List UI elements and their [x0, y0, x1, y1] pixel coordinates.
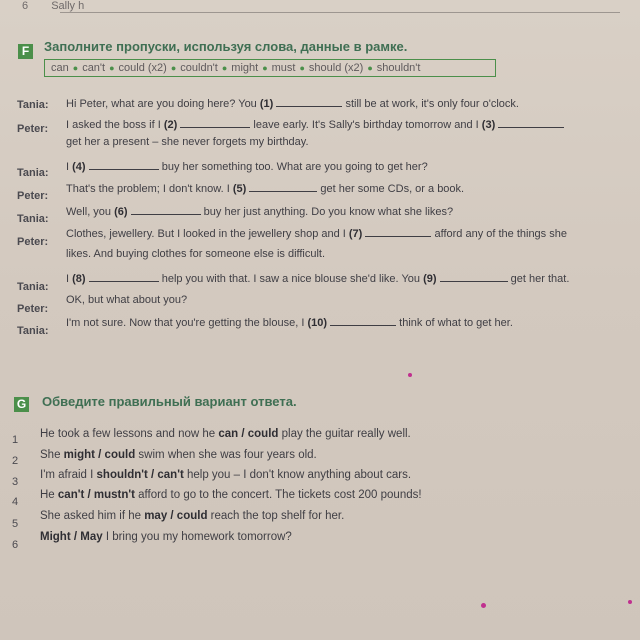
- dialogue-line: I asked the boss if I (2) leave early. It's Sally's birthday tomorrow and I (3): [66, 117, 564, 131]
- bullet-icon: ●: [170, 63, 177, 73]
- dialogue-line: That's the problem; I don't know. I (5) get her some CDs, or a book.: [66, 183, 465, 195]
- word-2: can't: [82, 62, 106, 74]
- word-4: couldn't: [180, 62, 218, 74]
- bullet-icon: ●: [109, 63, 115, 73]
- answer-blank[interactable]: [276, 96, 342, 107]
- speaker: Tania:: [17, 99, 49, 111]
- answer-blank[interactable]: [89, 159, 159, 170]
- answer-blank[interactable]: [89, 271, 159, 282]
- bullet-icon: ●: [367, 63, 373, 73]
- word-box: [44, 59, 496, 77]
- dialogue-line: OK, but what about you?: [66, 294, 188, 306]
- speaker: Tania:: [17, 281, 49, 293]
- answer-blank[interactable]: [498, 117, 564, 128]
- section-g-title: Обведите правильный вариант ответа.: [42, 394, 297, 409]
- ink-speck: [628, 600, 632, 604]
- speaker: Tania:: [17, 167, 49, 179]
- divider: [60, 12, 620, 13]
- word-6: must: [271, 62, 296, 74]
- speaker: Tania:: [17, 325, 49, 337]
- section-f-title: Заполните пропуски, используя слова, данные в рамке.: [44, 39, 408, 54]
- choice-option[interactable]: Might / May: [40, 531, 103, 543]
- answer-blank[interactable]: [249, 181, 317, 192]
- dialogue-line: I (4) buy her something too. What are you going to get her?: [66, 161, 428, 173]
- dialogue-line: Hi Peter, what are you doing here? You (1) still be at work, it's only four o'clock.: [66, 98, 519, 110]
- section-f-badge: F: [18, 44, 33, 59]
- page-number: 6: [22, 0, 29, 12]
- exercise-item: He can't / mustn't afford to go to the concert. The tickets cost 200 pounds!: [40, 489, 422, 501]
- exercise-item: He took a few lessons and now he can / could play the guitar really well.: [40, 428, 411, 440]
- choice-option[interactable]: can / could: [218, 428, 279, 440]
- exercise-item: She might / could swim when she was four years old.: [40, 449, 317, 461]
- word-5: might: [231, 62, 259, 74]
- dialogue-line: likes. And buying clothes for someone else is difficult.: [66, 248, 326, 260]
- bullet-icon: ●: [72, 63, 79, 73]
- item-number: 2: [12, 455, 19, 467]
- cut-off-text: Sally h: [51, 0, 85, 12]
- bullet-icon: ●: [262, 63, 268, 73]
- dialogue-line: get her a present – she never forgets my birthday.: [66, 136, 309, 148]
- answer-blank[interactable]: [131, 204, 201, 215]
- speaker: Tania:: [17, 213, 49, 225]
- dialogue-line: Well, you (6) buy her just anything. Do you know what she likes?: [66, 206, 454, 218]
- item-number: 6: [12, 539, 19, 551]
- item-number: 1: [12, 434, 19, 446]
- answer-blank[interactable]: [330, 315, 396, 326]
- page-header: [22, 0, 84, 12]
- ink-speck: [408, 373, 412, 377]
- answer-blank[interactable]: [365, 226, 431, 237]
- word-7: should (x2): [308, 62, 364, 74]
- ink-speck: [481, 603, 486, 608]
- choice-option[interactable]: might / could: [63, 449, 136, 461]
- exercise-item: Might / May I bring you my homework tomorrow?: [40, 531, 292, 543]
- word-1: can: [51, 62, 69, 74]
- choice-option[interactable]: may / could: [144, 510, 208, 522]
- exercise-item: I'm afraid I shouldn't / can't help you – I don't know anything about cars.: [40, 469, 412, 481]
- answer-blank[interactable]: [180, 117, 250, 128]
- bullet-icon: ●: [299, 63, 305, 73]
- choice-option[interactable]: shouldn't / can't: [96, 469, 184, 481]
- word-3: could (x2): [118, 62, 167, 74]
- speaker: Peter:: [17, 190, 49, 202]
- dialogue-line: I'm not sure. Now that you're getting the blouse, I (10) think of what to get her.: [66, 317, 513, 329]
- answer-blank[interactable]: [440, 271, 508, 282]
- bullet-icon: ●: [221, 63, 228, 73]
- choice-option[interactable]: can't / mustn't: [57, 489, 135, 501]
- speaker: Peter:: [17, 123, 49, 135]
- item-number: 5: [12, 518, 19, 530]
- word-8: shouldn't: [376, 62, 421, 74]
- item-number: 3: [12, 476, 19, 488]
- dialogue-line: Clothes, jewellery. But I looked in the jewellery shop and I (7) afford any of the things she: [66, 228, 567, 240]
- speaker: Peter:: [17, 303, 49, 315]
- section-g-badge: G: [14, 397, 29, 412]
- exercise-item: She asked him if he may / could reach the top shelf for her.: [40, 510, 345, 522]
- dialogue-line: I (8) help you with that. I saw a nice blouse she'd like. You (9) get her that.: [66, 273, 570, 285]
- speaker: Peter:: [17, 236, 49, 248]
- item-number: 4: [12, 496, 19, 508]
